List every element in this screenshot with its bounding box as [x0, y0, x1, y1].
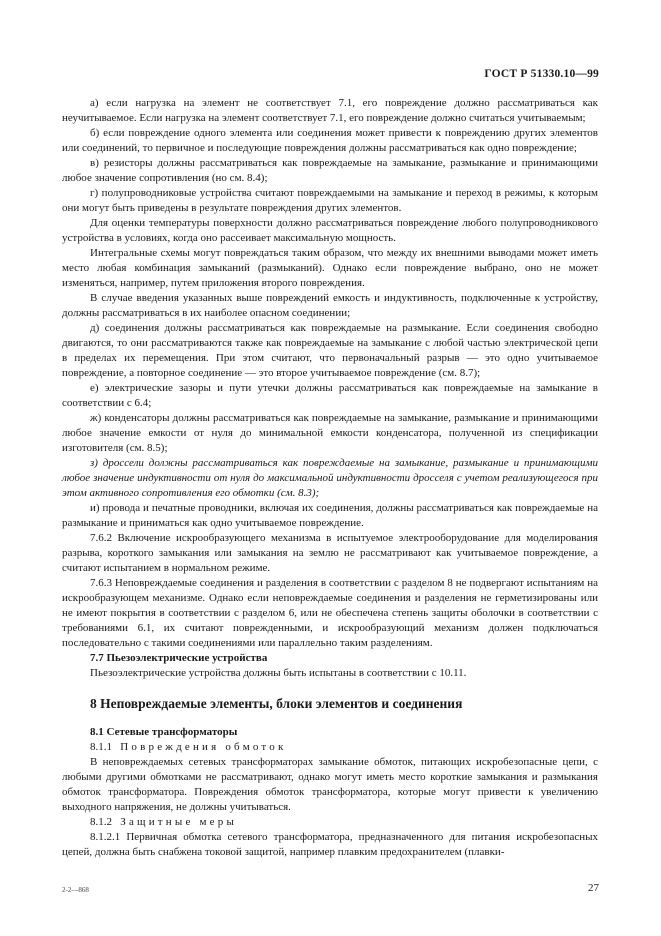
- clause-number: 8.1.1: [90, 741, 112, 753]
- paragraph: и) провода и печатные проводники, включая их соединения, должны рассматриваться как повреждаемые на размыкание и приниматься как одно учитываемое повреждение.: [62, 502, 598, 529]
- document-body: [62, 96, 598, 860]
- paragraph: В неповреждаемых сетевых трансформаторах замыкание обмоток, питающих искробезопасные цепи, с любыми другими обмотками не рассматривают, однако могут иметь место короткие замыкания и размыкания обмоток трансформатора. Повреждения обмоток трансформатора, которые могут привести к увеличению выходного напряжения, не должны учитываться.: [62, 756, 598, 813]
- page-number: 27: [588, 882, 599, 894]
- clause-heading-8-1-1: [62, 740, 598, 755]
- subsection-heading-8-1: 8.1 Сетевые трансформаторы: [90, 726, 238, 738]
- clause-heading-8-1-2: [62, 815, 598, 830]
- paragraph-italic: з) дроссели должны рассматриваться как повреждаемые на замыкание, размыкание и принимающими любое значение индуктивности от нуля до максимальной индуктивности дросселя с учетом реализующегося при этом активного сопротивления его обмотки (см. 8.3);: [62, 457, 598, 499]
- paragraph: ж) конденсаторы должны рассматриваться как повреждаемые на замыкание, размыкание и принимающими любое значение емкости от нуля до минимальной емкости конденсатора, полученной из спецификации изготовителя (см. 8.5);: [62, 412, 598, 454]
- paragraph: д) соединения должны рассматриваться как повреждаемые на размыкание. Если соединения свободно двигаются, то они рассматриваются также как повреждаемые на замыкание с любой частью электрической цепи в пределах их перемещения. При этом считают, что первоначальный разрыв — это одно учитываемое повреждение, а повторное соединение — это второе учитываемое повреждение (см. 8.7);: [62, 322, 598, 379]
- paragraph: 7.6.2 Включение искрообразующего механизма в испытуемое электрооборудование для моделирования разрыва, короткого замыкания или замыкания на землю не рассматривают как учитываемое повреждение, а считают испытанием в нормальном режиме.: [62, 532, 598, 574]
- paragraph: Для оценки температуры поверхности должно рассматриваться повреждение любого полупроводникового устройства в условиях, когда оно рассеивает максимальную мощность.: [62, 217, 598, 244]
- paragraph: е) электрические зазоры и пути утечки должны рассматриваться как повреждаемые на замыкание в соответствии с 6.4;: [62, 382, 598, 409]
- paragraph: В случае введения указанных выше повреждений емкость и индуктивность, подключенные к устройству, должны рассматриваться в их наиболее опасном соединении;: [62, 292, 598, 319]
- section-heading-8: 8 Неповреждаемые элементы, блоки элементов и соединения: [90, 696, 463, 711]
- paragraph: 7.6.3 Неповреждаемые соединения и разделения в соответствии с разделом 8 не подвергают испытаниям на искрообразующем механизме. Однако если неповреждаемые соединения и разделения не герметизированы или не имеют покрытия в соответствии с разделом 6, или не обеспечена степень защиты оболочки в соответствии с требованиями 6.1, их считают поврежденными, и искрообразующий механизм должен подключаться последовательно с такими соединениями или параллельно таким разделениям.: [62, 577, 598, 649]
- clause-number: 8.1.2: [90, 816, 112, 828]
- paragraph: 8.1.2.1 Первичная обмотка сетевого трансформатора, предназначенного для питания искробезопасных цепей, должна быть снабжена токовой защитой, например плавким предохранителем (плавки-: [62, 831, 598, 858]
- paragraph: г) полупроводниковые устройства считают повреждаемыми на замыкание и переход в режимы, к которым они могут быть приведены в результате повреждения других элементов.: [62, 187, 598, 214]
- paragraph: в) резисторы должны рассматриваться как повреждаемые на замыкание, размыкание и принимающими любое значение сопротивления (но см. 8.4);: [62, 157, 598, 184]
- paragraph: б) если повреждение одного элемента или соединения может привести к повреждению других элементов или соединений, то первичное и последующие повреждения должны рассматриваться как одно повреждение;: [62, 127, 598, 154]
- paragraph: Интегральные схемы могут повреждаться таким образом, что между их внешними выводами может иметь место любая комбинация замыканий (размыканий). Однако если повреждение выбрано, оно не может изменяться, например, путем приложения второго повреждения.: [62, 247, 598, 289]
- subsection-heading-7-7: 7.7 Пьезоэлектрические устройства: [90, 652, 268, 664]
- clause-title: Повреждения обмоток: [120, 741, 287, 753]
- paragraph: Пьезоэлектрические устройства должны быть испытаны в соответствии с 10.11.: [90, 667, 467, 679]
- clause-title: Защитные меры: [120, 816, 238, 828]
- paragraph: а) если нагрузка на элемент не соответствует 7.1, его повреждение должно рассматриваться как неучитываемое. Если нагрузка на элемент соответствует 7.1, его повреждение должно считаться учитываемым;: [62, 97, 598, 124]
- document-code-header: ГОСТ Р 51330.10—99: [484, 68, 599, 80]
- print-mark: 2-2—868: [62, 886, 89, 894]
